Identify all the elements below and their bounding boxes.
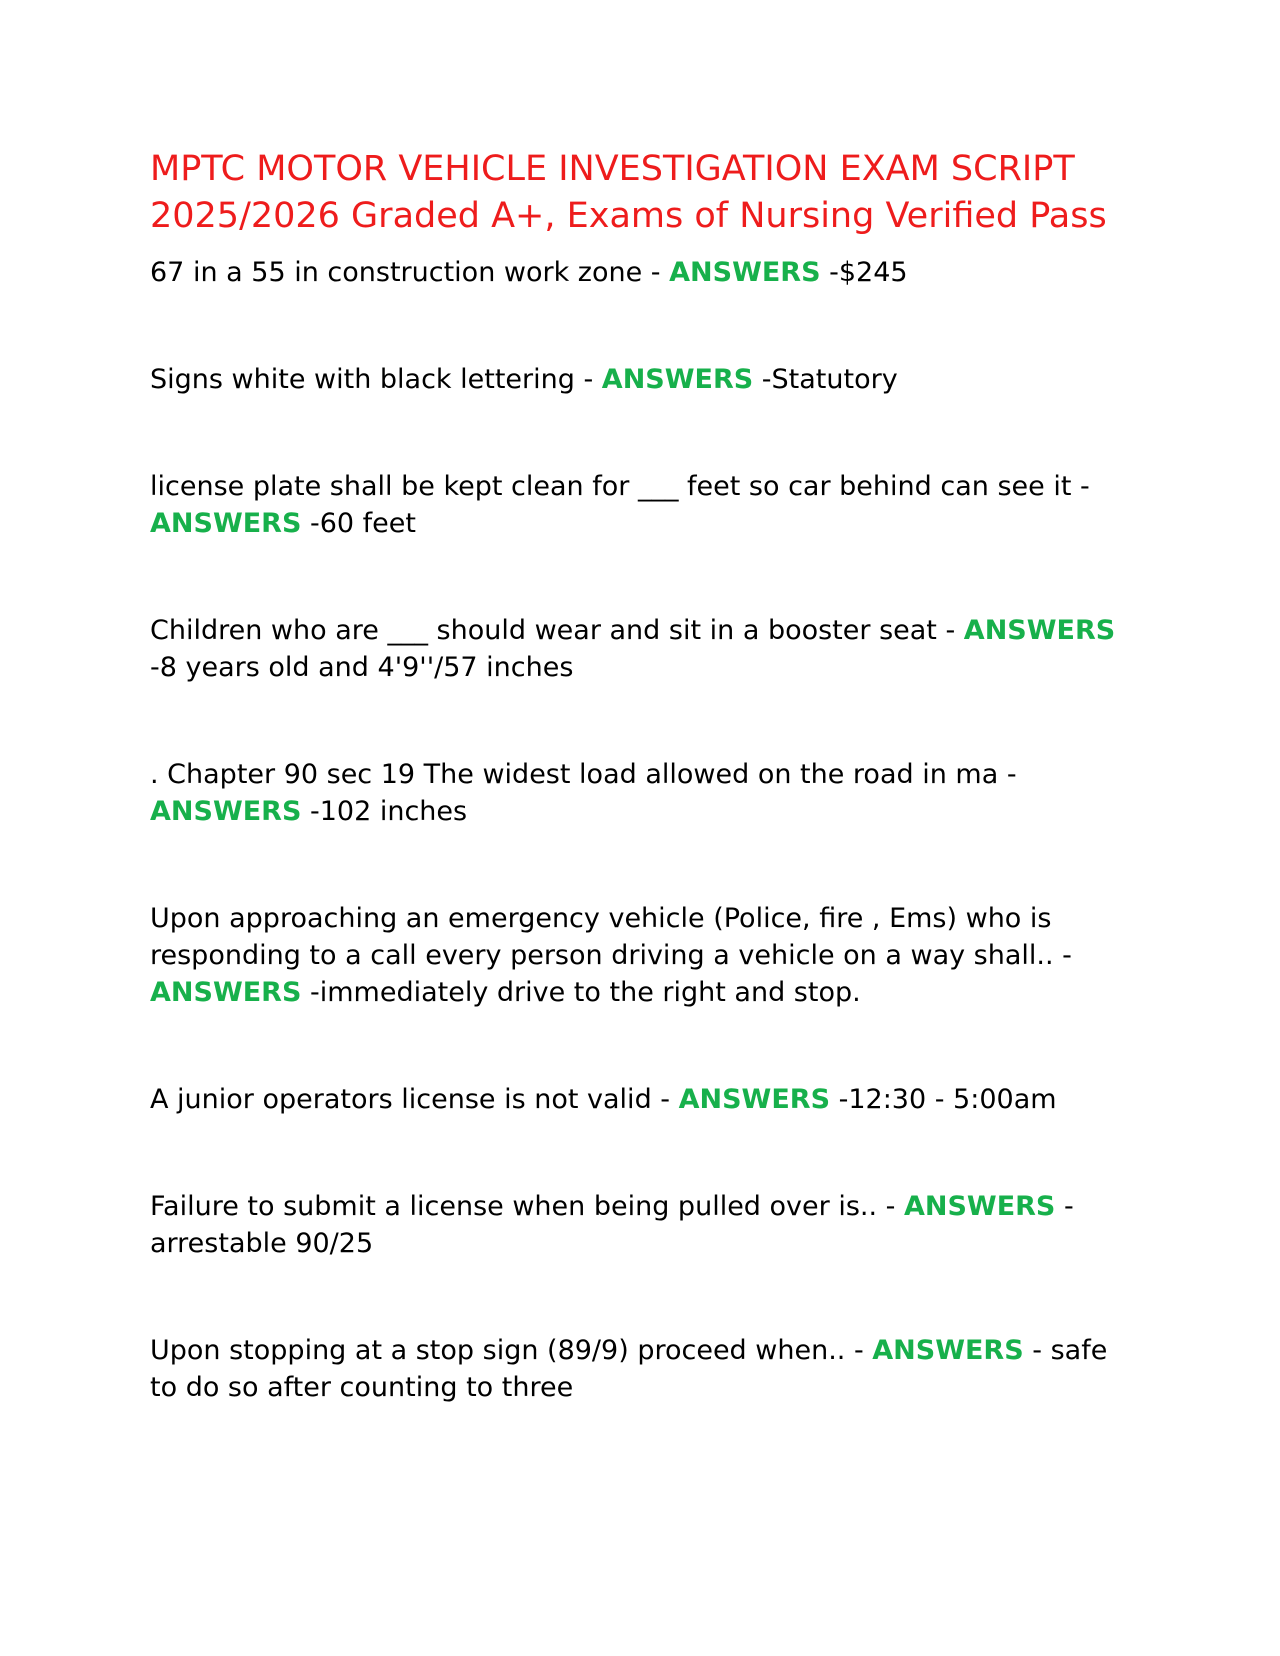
- qa-item: [150, 1188, 1130, 1262]
- document-title: MPTC MOTOR VEHICLE INVESTIGATION EXAM SCRIPT 2025/2026 Graded A+, Exams of Nursing Verified Pass: [150, 149, 1107, 236]
- answers-tag: ANSWERS: [963, 615, 1116, 646]
- answer-text: -immediately drive to the right and stop.: [301, 977, 861, 1008]
- question-text: Children who are ___ should wear and sit in a booster seat -: [150, 615, 964, 646]
- qa-item: [150, 1081, 1130, 1118]
- qa-item: [150, 756, 1130, 830]
- answer-text: -102 inches: [301, 796, 468, 827]
- answer-text: -12:30 - 5:00am: [830, 1084, 1057, 1115]
- question-text: A junior operators license is not valid -: [150, 1084, 679, 1115]
- answer-text: -arrestable 90/25: [150, 1191, 1074, 1259]
- question-text: Failure to submit a license when being pulled over is.. -: [150, 1191, 904, 1222]
- question-text: Upon approaching an emergency vehicle (Police, fire , Ems) who is responding to a call every person driving a vehicle on a way shall.. -: [150, 903, 1072, 971]
- answers-tag: ANSWERS: [669, 257, 821, 288]
- question-text: license plate shall be kept clean for ___ feet so car behind can see it -: [150, 471, 1090, 502]
- answers-tag: ANSWERS: [872, 1335, 1024, 1366]
- question-text: Upon stopping at a stop sign (89/9) proceed when.. -: [150, 1335, 873, 1366]
- answer-text: - safe to do so after counting to three: [150, 1335, 1108, 1403]
- answer-text: -$245: [820, 257, 908, 288]
- answers-tag: ANSWERS: [678, 1084, 831, 1115]
- document-page: [150, 146, 1130, 1406]
- qa-item: [150, 1332, 1130, 1406]
- answer-text: -60 feet: [301, 508, 416, 539]
- answer-text: -Statutory: [753, 364, 898, 395]
- answers-tag: ANSWERS: [150, 508, 302, 539]
- question-text: Signs white with black lettering -: [150, 364, 602, 395]
- answer-text: -8 years old and 4'9''/57 inches: [150, 652, 574, 683]
- answers-tag: ANSWERS: [903, 1191, 1056, 1222]
- qa-item: [150, 361, 1130, 398]
- qa-item: [150, 468, 1130, 542]
- qa-item: [150, 612, 1130, 686]
- qa-item: [150, 254, 1130, 291]
- answers-tag: ANSWERS: [601, 364, 754, 395]
- qa-item: [150, 900, 1130, 1011]
- answers-tag: ANSWERS: [150, 977, 302, 1008]
- question-text: 67 in a 55 in construction work zone -: [150, 257, 670, 288]
- answers-tag: ANSWERS: [150, 796, 302, 827]
- question-text: . Chapter 90 sec 19 The widest load allowed on the road in ma -: [150, 759, 1017, 790]
